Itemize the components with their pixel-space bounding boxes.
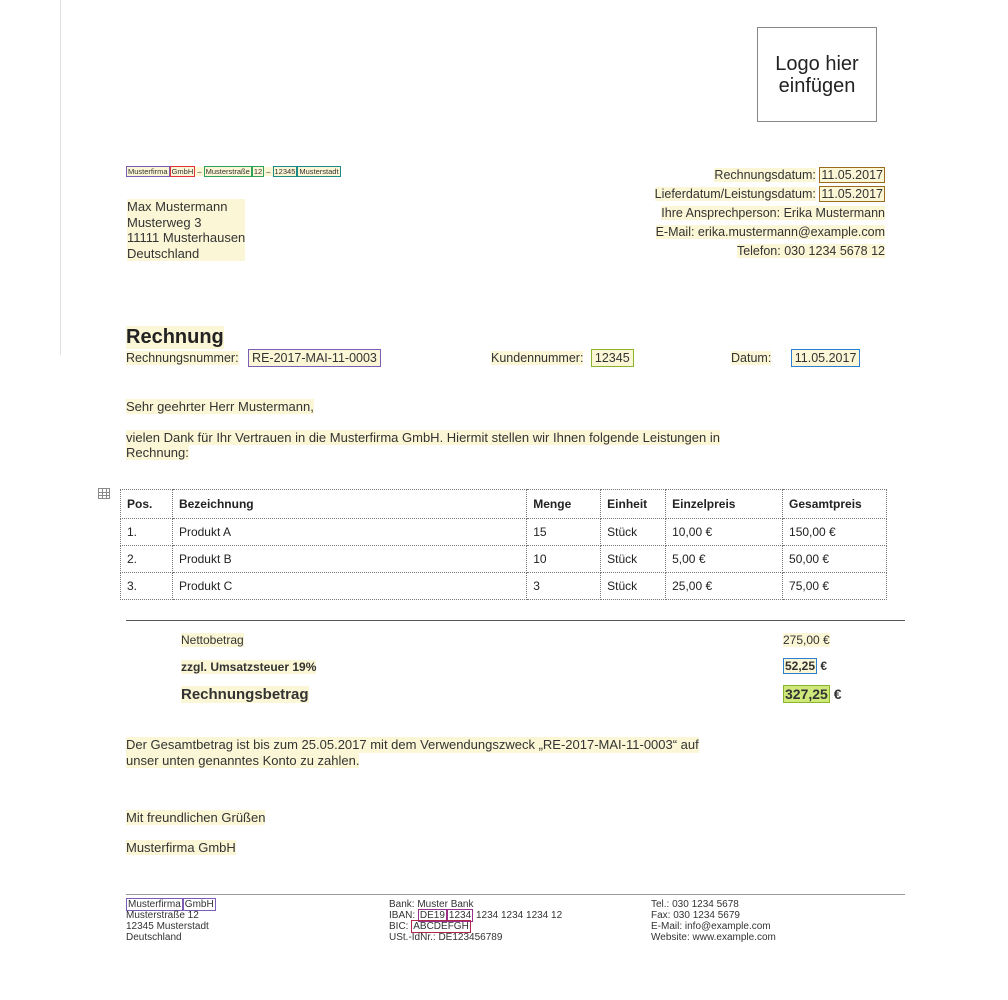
total-amount-field[interactable]: 327,25 — [785, 686, 828, 702]
table-cell[interactable]: 3 — [527, 573, 601, 600]
footer-company-column — [126, 899, 216, 943]
table-row — [121, 519, 887, 546]
intro-line-1[interactable]: vielen Dank für Ihr Vertrauen in die Musterfirma GmbH. Hiermit stellen wir Ihnen folgende Leistungen in — [126, 430, 720, 445]
footer-bic[interactable]: ABCDEFGH — [413, 921, 469, 932]
closing-greeting — [126, 810, 265, 825]
sender-house-number[interactable]: 12 — [253, 167, 263, 176]
net-amount-label: Nettobetrag — [181, 633, 244, 647]
customer-number-field[interactable]: 12345 — [591, 349, 634, 367]
net-amount-value — [783, 633, 830, 647]
date-group — [731, 351, 860, 365]
footer-bank[interactable]: Bank: Muster Bank — [389, 899, 474, 910]
closing-greeting-text[interactable]: Mit freundlichen Grüßen — [126, 810, 266, 825]
table-cell[interactable]: Stück — [601, 546, 666, 573]
table-cell[interactable]: Produkt A — [172, 519, 526, 546]
footer-bank-column — [389, 899, 562, 943]
table-row — [121, 573, 887, 600]
logo-placeholder[interactable] — [757, 27, 877, 122]
table-cell[interactable]: 5,00 € — [666, 546, 783, 573]
salutation — [126, 399, 314, 414]
sender-dash-2: – — [266, 167, 271, 176]
sender-zip[interactable]: 12345 — [274, 167, 296, 176]
column-header: Pos. — [121, 490, 173, 519]
date-label: Datum: — [731, 351, 772, 365]
total-amount-label: Rechnungsbetrag — [181, 686, 309, 703]
table-cell[interactable]: 50,00 € — [783, 546, 887, 573]
column-header: Einheit — [601, 490, 666, 519]
column-header: Gesamtpreis — [783, 490, 887, 519]
recipient-address — [127, 199, 245, 261]
customer-number-group — [491, 351, 634, 365]
recipient-country[interactable]: Deutschland — [127, 246, 245, 262]
invoice-number-group — [126, 351, 381, 365]
footer-fax[interactable]: Fax: 030 1234 5679 — [651, 910, 740, 921]
footer-iban-label: IBAN: — [389, 910, 416, 921]
invoice-number-field[interactable]: RE-2017-MAI-11-0003 — [248, 349, 381, 367]
invoice-meta — [565, 166, 885, 261]
sender-dash-1: – — [197, 167, 202, 176]
footer-company-word1[interactable]: Musterfirma — [128, 899, 181, 910]
footer-vat-id[interactable]: USt.-IdNr.: DE123456789 — [389, 932, 503, 943]
table-cell[interactable]: 3. — [121, 573, 173, 600]
column-header: Bezeichnung — [172, 490, 526, 519]
column-header: Einzelpreis — [666, 490, 783, 519]
table-cell[interactable]: 2. — [121, 546, 173, 573]
vat-currency: € — [820, 659, 828, 673]
footer-country[interactable]: Deutschland — [126, 932, 182, 943]
table-cell[interactable]: Produkt C — [172, 573, 526, 600]
table-cell[interactable]: Produkt B — [172, 546, 526, 573]
closing-company-text[interactable]: Musterfirma GmbH — [126, 840, 236, 855]
table-handle-icon[interactable] — [98, 488, 110, 499]
table-cell[interactable]: Stück — [601, 573, 666, 600]
footer-website[interactable]: Website: www.example.com — [651, 932, 776, 943]
total-currency: € — [833, 686, 842, 702]
column-header: Menge — [527, 490, 601, 519]
table-cell[interactable]: 1. — [121, 519, 173, 546]
sender-line — [126, 167, 341, 176]
contact-phone[interactable]: Telefon: 030 1234 5678 12 — [736, 244, 885, 258]
table-cell[interactable]: 15 — [527, 519, 601, 546]
table-cell[interactable]: Stück — [601, 519, 666, 546]
closing-company — [126, 840, 236, 855]
footer-street[interactable]: Musterstraße 12 — [126, 910, 199, 921]
footer-tel[interactable]: Tel.: 030 1234 5678 — [651, 899, 739, 910]
items-table — [120, 489, 887, 600]
table-header-row — [121, 490, 887, 519]
payment-line-2[interactable]: unser unten genanntes Konto zu zahlen. — [126, 752, 360, 768]
sender-street[interactable]: Musterstraße — [205, 167, 250, 176]
table-cell[interactable]: 150,00 € — [783, 519, 887, 546]
date-field[interactable]: 11.05.2017 — [791, 349, 861, 367]
invoice-number-label: Rechnungsnummer: — [126, 351, 239, 365]
intro-line-2[interactable]: Rechnung: — [126, 445, 189, 460]
intro-paragraph — [126, 430, 720, 460]
table-row — [121, 546, 887, 573]
delivery-date-label: Lieferdatum/Leistungsdatum: — [654, 187, 816, 201]
payment-line-1[interactable]: Der Gesamtbetrag ist bis zum 25.05.2017 mit dem Verwendungszweck „RE-2017-MAI-11-0003“ auf — [126, 737, 699, 752]
recipient-city[interactable]: 11111 Musterhausen — [127, 230, 246, 245]
table-divider — [126, 620, 905, 621]
footer-company-word2[interactable]: GmbH — [184, 899, 214, 910]
table-cell[interactable]: 10,00 € — [666, 519, 783, 546]
vat-value-field[interactable]: 52,25 — [785, 659, 816, 673]
sender-company-word1[interactable]: Musterfirma — [128, 167, 168, 176]
recipient-name[interactable]: Max Mustermann — [127, 199, 245, 215]
sender-company-word2[interactable]: GmbH — [171, 167, 194, 176]
invoice-date-field[interactable]: 11.05.2017 — [821, 168, 883, 182]
contact-email[interactable]: E-Mail: erika.mustermann@example.com — [655, 225, 885, 239]
footer-bic-label: BIC: — [389, 921, 409, 932]
page-title: Rechnung — [126, 326, 224, 348]
footer-iban-part1[interactable]: DE19 — [419, 910, 445, 921]
recipient-street[interactable]: Musterweg 3 — [127, 215, 245, 231]
invoice-date-label: Rechnungsdatum: — [714, 168, 816, 182]
contact-person[interactable]: Ihre Ansprechperson: Erika Mustermann — [661, 206, 885, 220]
footer-iban-rest[interactable]: 1234 1234 1234 12 — [475, 910, 563, 921]
customer-number-label: Kundennummer: — [491, 351, 584, 365]
footer-iban-part2[interactable]: 1234 — [448, 910, 472, 921]
payment-paragraph — [126, 737, 699, 768]
footer-divider — [126, 894, 905, 895]
footer-contact-column — [651, 899, 776, 943]
salutation-text[interactable]: Sehr geehrter Herr Mustermann, — [126, 399, 314, 414]
logo-text: Logo hier einfügen — [775, 52, 859, 97]
net-amount-text[interactable]: 275,00 € — [783, 633, 830, 647]
footer-email[interactable]: E-Mail: info@example.com — [651, 921, 771, 932]
vat-label: zzgl. Umsatzsteuer 19% — [181, 660, 317, 674]
page-margin-line — [60, 0, 61, 355]
total-amount-value — [783, 686, 842, 702]
vat-value — [783, 659, 827, 673]
footer-city[interactable]: 12345 Musterstadt — [126, 921, 209, 932]
table-cell[interactable]: 75,00 € — [783, 573, 887, 600]
table-cell[interactable]: 25,00 € — [666, 573, 783, 600]
sender-city[interactable]: Musterstadt — [299, 167, 339, 176]
delivery-date-field[interactable]: 11.05.2017 — [821, 187, 883, 201]
table-cell[interactable]: 10 — [527, 546, 601, 573]
